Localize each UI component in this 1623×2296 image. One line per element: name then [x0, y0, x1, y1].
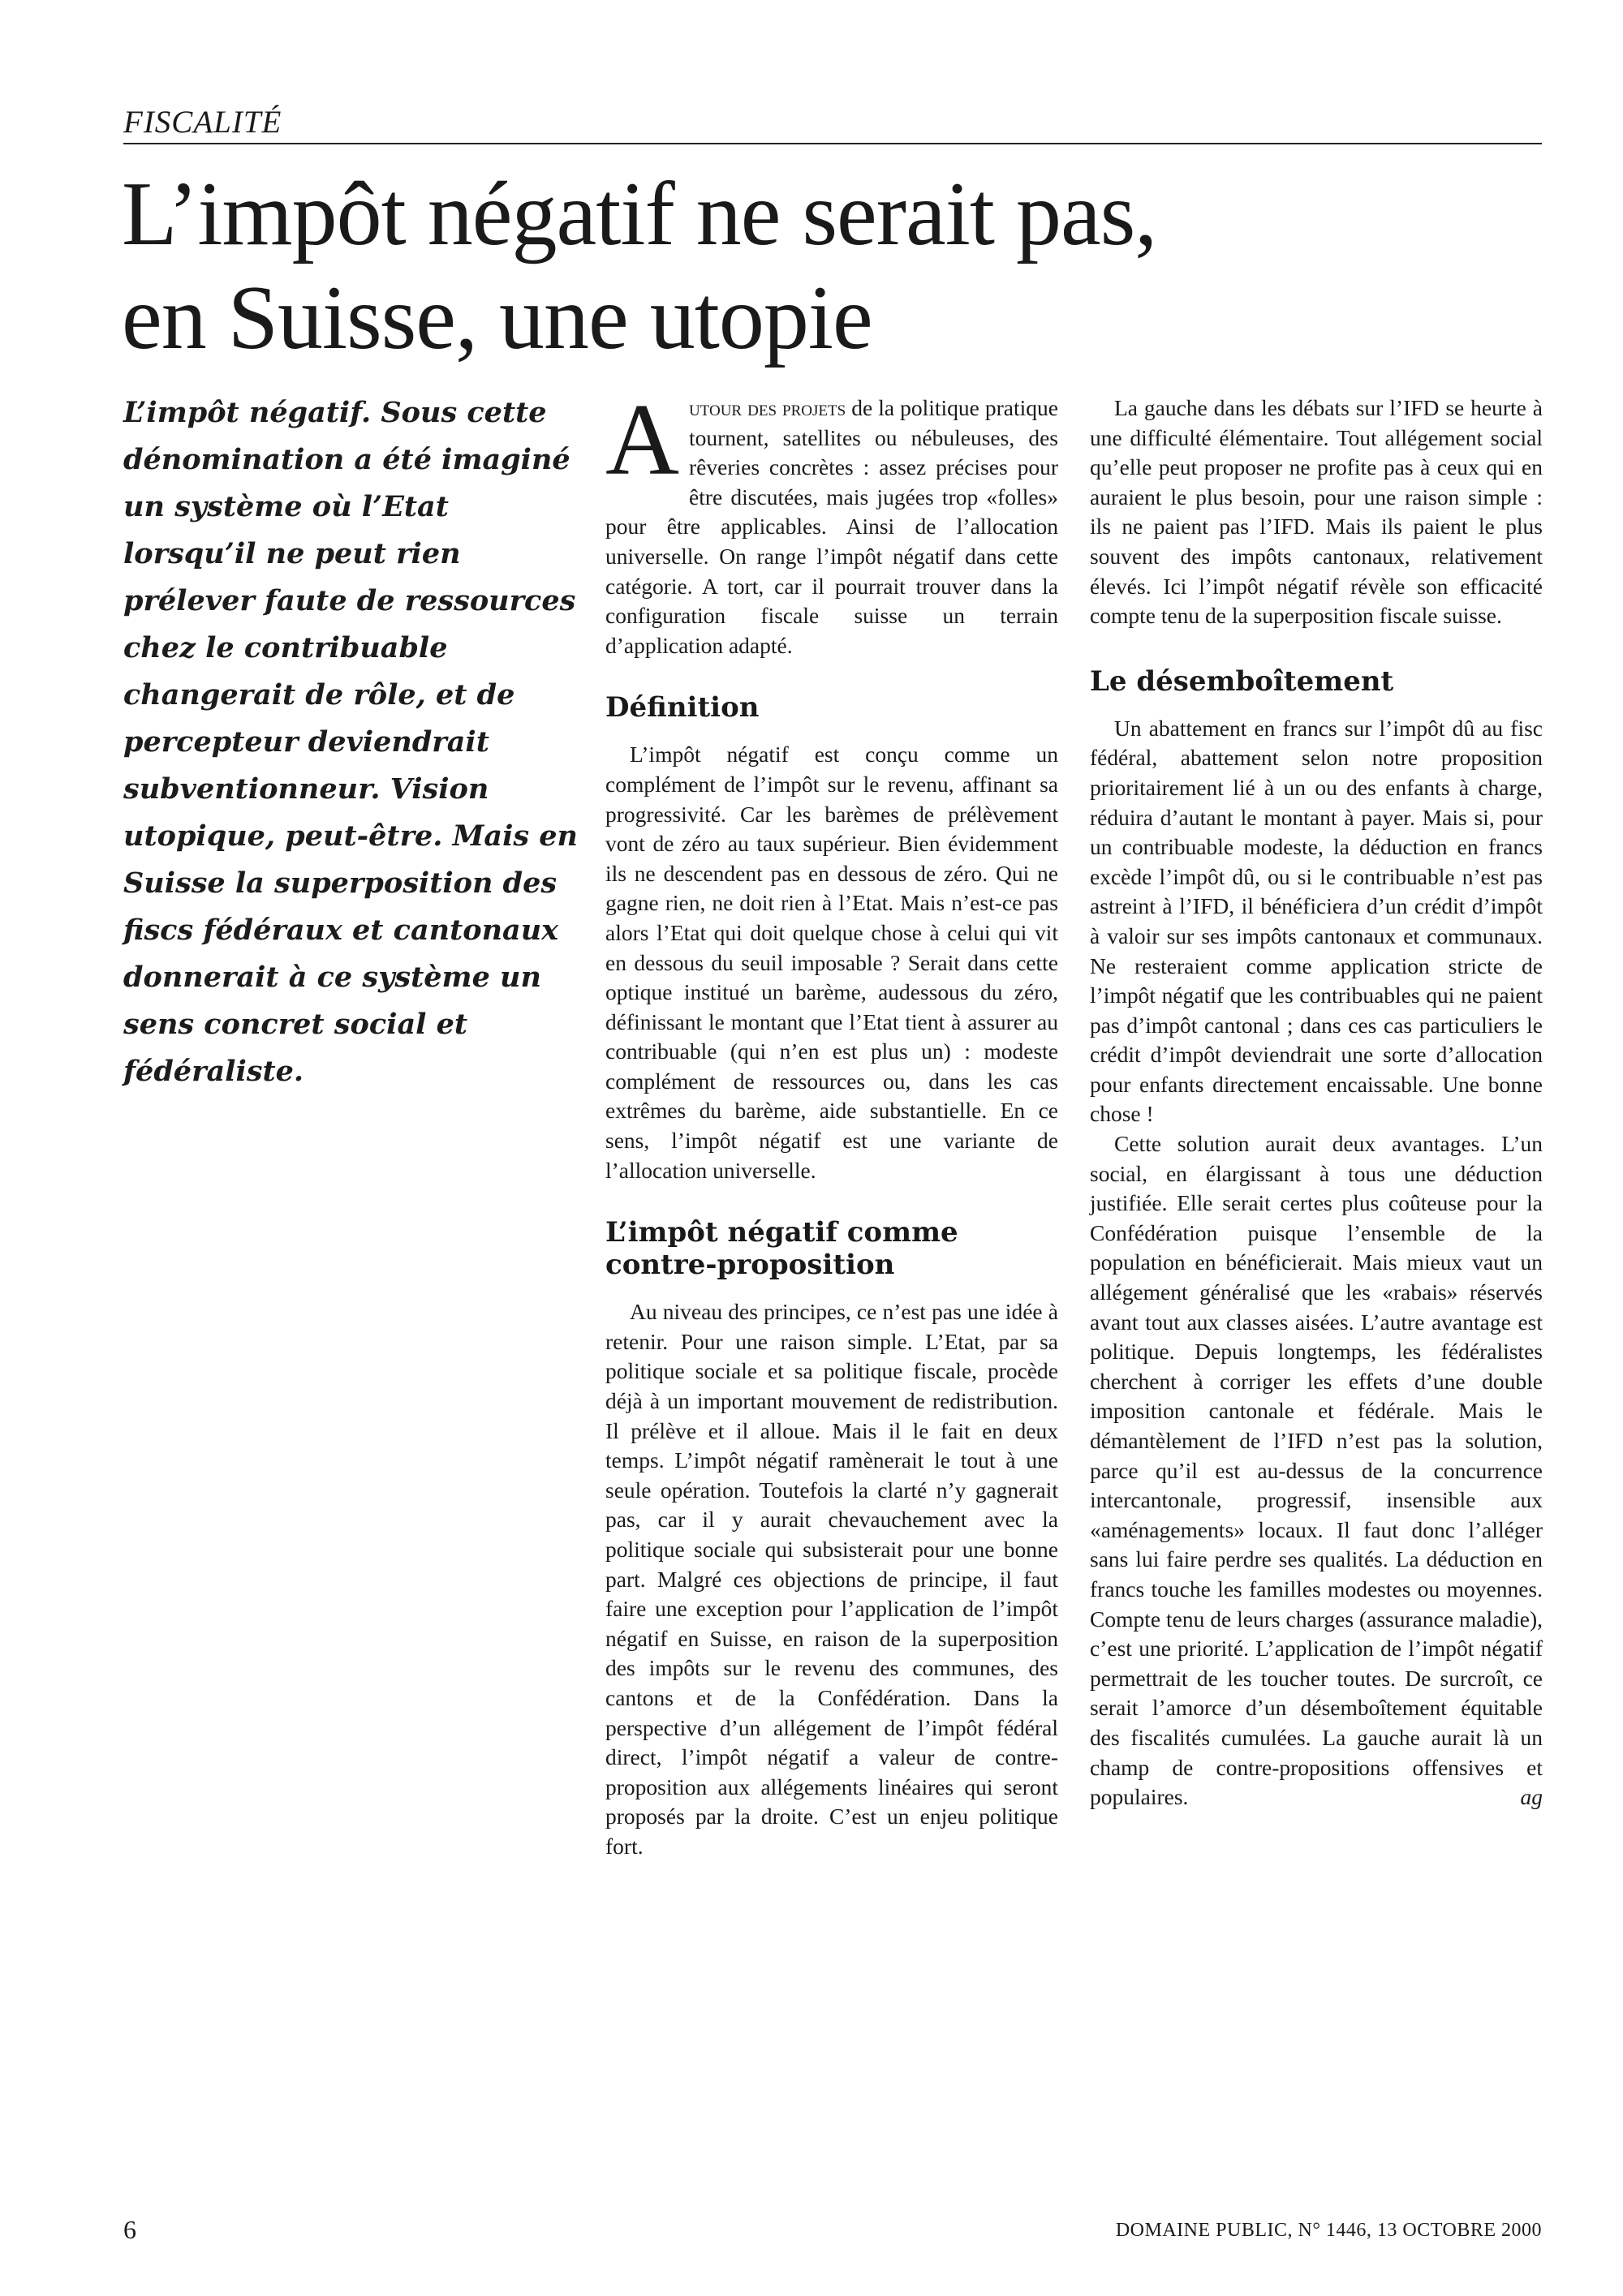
title-line-2: en Suisse, une utopie [122, 268, 872, 368]
intro-paragraph [605, 384, 1058, 660]
section-rubric: FISCALITÉ [123, 104, 1542, 144]
drop-cap: A [605, 384, 679, 497]
paragraph-contre-proposition: Au niveau des principes, ce n’est pas une idée à retenir. Pour une raison simple. L’Etat, par sa politique sociale et sa politique fiscale, procède déjà à un important mouvement de redistribution. Il prélève et il alloue. Mais il le fait en deux temps. L’impôt négatif ramènerait le tout à une seule opération. Toutefois la clarté n’y gagnerait pas, car il y aurait chevauchement avec la politique sociale qui subsisterait pour une bonne part. Malgré ces objections de principe, il faut faire une exception pour l’application de l’impôt négatif en Suisse, en raison de la superposition des impôts sur le revenu des communes, des cantons et de la Confédération. Dans la perspective d’un allégement de l’impôt fédéral direct, l’impôt négatif a valeur de contre-proposition aux allégements linéaires qui seront proposés par la droite. C’est un enjeu politique fort. [605, 1299, 1058, 1859]
heading-desemboitement: Le désemboîtement [1090, 664, 1394, 698]
page-number: 6 [123, 2215, 136, 2244]
heading-definition: Définition [605, 691, 760, 724]
title-line-1: L’impôt négatif ne serait pas, [122, 164, 1157, 264]
avantages-text: Cette solution aurait deux avantages. L’un social, en élargissant à tous une déduction justifiée. Elle serait certes plus coûteuse pour la Confédération puisque l’ensemble de la population en bénéficierait. Mais mieux vaut un allégement généralisé que les «rabais» réservés avant tout aux classes aisées. L’autre avantage est politique. Depuis longtemps, les fédéralistes cherchent à corriger les effets d’une double imposition cantonale et fédérale. Mais le démantèlement de l’IFD n’est pas la solution, parce qu’il est au-dessus de la concurrence intercantonale, progressif, insensible aux «aménagements» locaux. Il faut donc l’alléger sans lui faire perdre ses qualités. La déduction en francs touche les familles modestes ou moyennes. Compte tenu de leurs charges (assurance maladie), c’est une priorité. L’application de l’impôt négatif permettrait de les toucher toutes. De surcroît, ce serait l’amorce d’un désemboîtement équitable des fiscalités cumulées. La gauche aurait là un champ de contre-propositions offensives et populaires. [1090, 1131, 1543, 1810]
article-column-1 [605, 384, 1058, 1862]
paragraph-avantages [1090, 1129, 1543, 1812]
paragraph-gauche: La gauche dans les débats sur l’IFD se heurte à une difficulté élémentaire. Tout allégement social qu’elle peut proposer ne profite pas à ceux qui en auraient le plus besoin, pour une raison simple : ils ne paient pas l’IFD. Mais ils paient le plus souvent des impôts cantonaux, relativement élevés. Ici l’impôt négatif révèle son efficacité compte tenu de la superposition fiscale suisse. [1090, 395, 1543, 629]
paragraph-definition: L’impôt négatif est conçu comme un complément de l’impôt sur le revenu, affinant sa progressivité. Car les barèmes de prélèvement vont de zéro au taux supérieur. Bien évidemment ils ne descendent pas en dessous de zéro. Qui ne gagne rien, ne doit rien à l’Etat. Mais n’est-ce pas alors l’Etat qui doit quelque chose à celui qui vit en dessous du seuil imposable ? Serait dans cette optique institué un barème, audessous du zéro, définissant le montant que l’Etat tient à assurer au contribuable (qui n’en est plus un) : modeste complément de ressources ou, dans les cas extrêmes du barème, aide substantielle. En ce sens, l’impôt négatif est une variante de l’allocation universelle. [605, 742, 1058, 1183]
intro-smallcaps: utour des projets [689, 395, 846, 420]
publication-footer: DOMAINE PUBLIC, N° 1446, 13 OCTOBRE 2000 [1115, 2220, 1542, 2241]
lead-paragraph: L’impôt négatif. Sous cette dénomination a été imaginé un système où l’Etat lorsqu’il ne peut rien prélever faute de ressources chez le contribuable changerait de rôle, et de percepteur deviendrait subventionneur. Vision utopique, peut-être. Mais en Suisse la superposition des fiscs fédéraux et cantonaux donnerait à ce système un sens concret social et fédéraliste. [123, 396, 578, 1088]
paragraph-abattement: Un abattement en francs sur l’impôt dû au fisc fédéral, abattement selon notre proposition prioritairement lié à un ou des enfants à charge, réduira d’autant le montant à payer. Mais si, pour un contribuable modeste, la déduction en francs excède l’impôt dû, ou si le contribuable n’est pas astreint à l’IFD, il bénéficiera d’un crédit d’impôt à valoir sur ses impôts cantonaux et communaux. Ne resteraient comme application stricte de l’impôt négatif que les contribuables qui ne paient pas d’impôt cantonal ; dans ces cas particuliers le crédit d’impôt deviendrait une sorte d’allocation pour enfants directement encaissable. Une bonne chose ! [1090, 715, 1543, 1127]
article-title [122, 162, 1542, 370]
heading-contre-proposition: L’impôt négatif comme contre-proposition [605, 1216, 958, 1282]
intro-text: de la politique pratique tournent, satellites ou nébuleuses, des rêveries concrètes : assez précises pour être discutées, mais jugées trop «folles» pour être applicables. Ainsi de l’allocation universelle. On range l’impôt négatif dans cette catégorie. A tort, car il pourrait trouver dans la configuration fiscale suisse un terrain d’application adapté. [605, 395, 1058, 658]
article-column-2 [1090, 393, 1543, 1812]
author-signature: ag [1520, 1784, 1543, 1810]
